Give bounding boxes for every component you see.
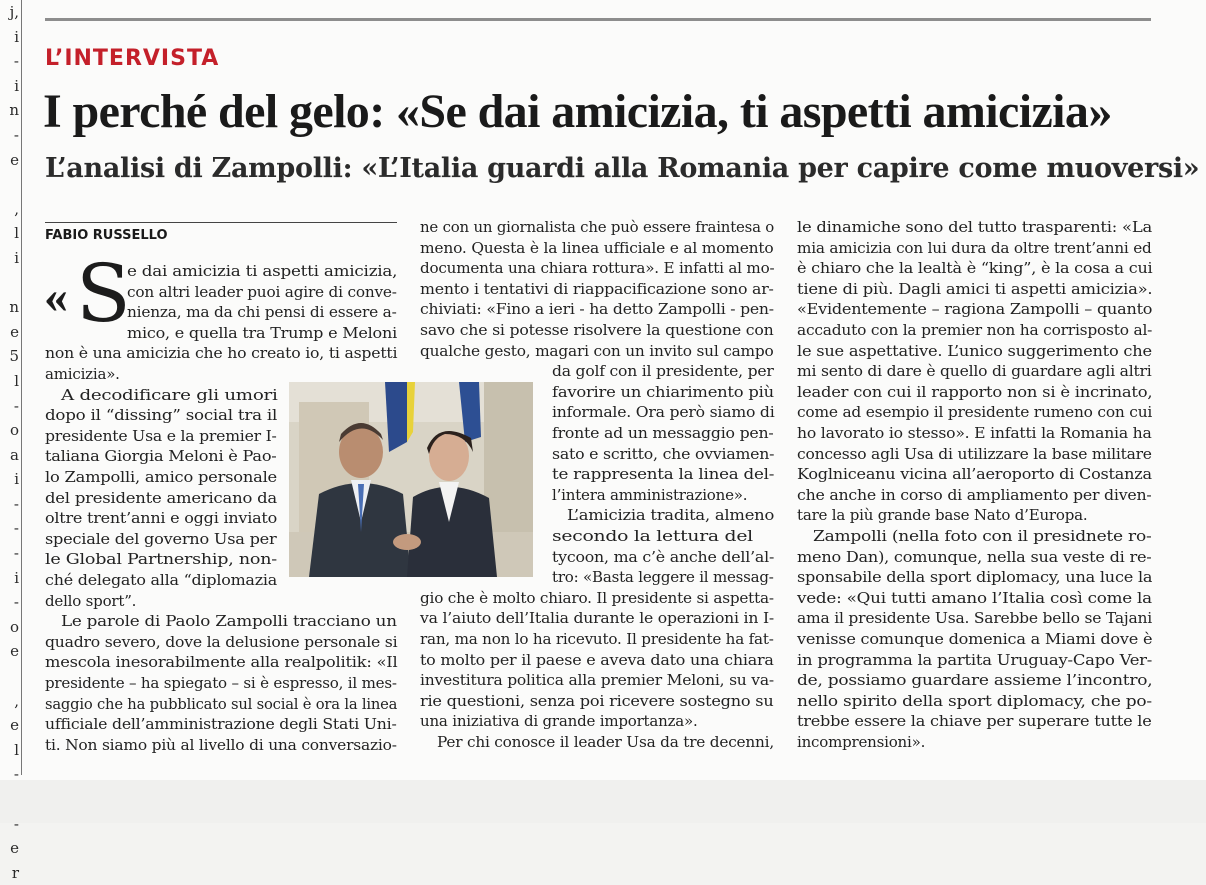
dropcap-letter: S	[76, 247, 131, 340]
article-text-line: e dai amicizia ti aspetti amicizia,	[127, 262, 398, 280]
article-text-line: ché delegato alla “diplomazia	[45, 571, 277, 589]
article-text-line: meno. Questa è la linea ufficiale e al momento	[420, 238, 774, 257]
article-text-line: mescola inesorabilmente alla realpolitik: «Il	[45, 653, 398, 672]
article-text-line: favorire un chiarimento più	[552, 382, 774, 401]
photo-two-men-handshake-portrait	[289, 382, 533, 577]
article-photo	[289, 382, 533, 577]
article-text-line: secondo la lettura del	[552, 527, 753, 545]
adjacent-column-fragment: i	[14, 27, 19, 46]
article-text-line: sato e scritto, che ovviamen-	[552, 444, 775, 463]
article-text-line: concesso agli Usa di utilizzare la base militare	[797, 444, 1152, 463]
article-text-line: dopo il “dissing” social tra il	[45, 406, 278, 425]
adjacent-column-fragment: -	[13, 544, 19, 563]
adjacent-column-fragment: e	[10, 642, 19, 661]
adjacent-column-fragment: l	[14, 371, 19, 390]
article-text-line: amicizia».	[45, 365, 120, 383]
article-text-line: rie questioni, senza poi ricevere sostegno su	[420, 691, 774, 710]
article-text-line: con altri leader puoi agire di conve-	[127, 282, 397, 301]
article-text-line: è chiaro che la lealtà è “king”, è la cosa a cui	[797, 259, 1153, 278]
article-text-line: quadro severo, dove la delusione personale si	[45, 632, 398, 651]
adjacent-column-fragment: i	[14, 470, 19, 489]
adjacent-column-fragment: ,	[14, 199, 19, 218]
section-kicker: L’INTERVISTA	[45, 46, 220, 71]
article-text-line: gio che è molto chiaro. Il presidente si aspetta-	[420, 588, 774, 607]
adjacent-column-fragment	[0, 664, 19, 689]
article-text-line: incomprensioni».	[797, 733, 926, 751]
article-text-line: presidente – ha spiegato – si è espresso, il mes-	[45, 674, 397, 692]
adjacent-column-fragment: i	[14, 248, 19, 267]
article-text-line: tycoon, ma c’è anche dell’al-	[552, 547, 775, 566]
article-text-line: Per chi conosce il leader Usa da tre decenni,	[437, 733, 774, 751]
adjacent-column-fragment: -	[13, 814, 19, 833]
author-byline: FABIO RUSSELLO	[45, 228, 168, 243]
adjacent-column-fragment: -	[13, 593, 19, 612]
article-text-line: trebbe essere la chiave per superare tutte le	[797, 712, 1152, 731]
article-text-line: Le parole di Paolo Zampolli tracciano un	[61, 612, 397, 631]
article-text-line: informale. Ora però siamo di	[552, 403, 775, 422]
article-text-line: nienza, ma da chi pensi di essere a-	[127, 303, 397, 322]
article-text-line: fronte ad un messaggio pen-	[552, 424, 774, 442]
article-text-line: leader con cui il rapporto non si è incrinato,	[797, 382, 1153, 401]
article-text-line: venisse comunque domenica a Miami dove è	[797, 630, 1153, 648]
article-text-line: le sue aspettative. L’unico suggerimento che	[797, 341, 1152, 360]
article-text-line: A decodificare gli umori	[61, 385, 278, 404]
adjacent-column-fragment: -	[13, 52, 19, 71]
adjacent-column-fragment: -	[13, 396, 19, 415]
article-text-line: accaduto con la premier non ha corrisposto al-	[797, 321, 1153, 339]
article-text-line: investitura politica alla premier Meloni, su va-	[420, 671, 774, 690]
article-text-line: da golf con il presidente, per	[552, 362, 774, 381]
adjacent-column-fragment: n	[9, 101, 19, 120]
article-text-line: «Evidentemente – ragiona Zampolli – quanto	[797, 300, 1153, 319]
article-text-line: taliana Giorgia Meloni è Pao-	[45, 447, 277, 466]
article-text-line: tiene di più. Dagli amici ti aspetti amicizia».	[797, 279, 1153, 298]
adjacent-column-fragment: o	[9, 617, 19, 636]
article-text-line: te rappresenta la linea del-	[552, 465, 775, 484]
article-text-line: l’intera amministrazione».	[552, 485, 748, 504]
article-text-line: come ad esempio il presidente rumeno con cui	[797, 403, 1153, 422]
article-text-line: to molto per il paese e aveva dato una chiara	[420, 650, 774, 669]
article-text-line: L’amicizia tradita, almeno	[567, 506, 775, 525]
adjacent-column-fragment: n	[9, 298, 19, 317]
article-text-line: ho lavorato io stesso». E infatti la Romania ha	[797, 424, 1152, 442]
adjacent-column-fragment: -	[13, 494, 19, 513]
article-text-line: chiviati: «Fino a ieri - ha detto Zampolli - pen-	[420, 300, 774, 319]
adjacent-column-fragment: i	[14, 568, 19, 587]
article-text-line: Zampolli (nella foto con il presidnete ro-	[813, 527, 1152, 545]
article-text-line: qualche gesto, magari con un invito sul campo	[420, 341, 774, 360]
article-text-line: tro: «Basta leggere il messag-	[552, 568, 774, 587]
adjacent-column-fragment	[0, 271, 19, 296]
adjacent-column-fragment: a	[10, 445, 19, 464]
adjacent-column-fragment: 5	[9, 347, 19, 366]
article-text-line: in programma la partita Uruguay-Capo Ver-	[797, 650, 1153, 669]
article-text-line: lo Zampolli, amico personale	[45, 468, 277, 486]
adjacent-column-fragment: o	[9, 421, 19, 440]
byline-rule	[45, 222, 397, 223]
adjacent-column-fragment: e	[10, 716, 19, 735]
adjacent-column-fragment: -	[13, 125, 19, 144]
article-text-line: che anche in corso di ampliamento per diven-	[797, 485, 1152, 504]
article-text-line: saggio che ha pubblicato sul social è ora la linea	[45, 694, 398, 713]
top-rule	[45, 18, 1151, 21]
article-text-line: ufficiale dell’amministrazione degli Stati Uni-	[45, 715, 397, 734]
adjacent-column-fragment: e	[10, 150, 19, 169]
article-text-line: ti. Non siamo più al livello di una conversazio-	[45, 735, 397, 754]
article-text-line: de, possiamo guardare assieme l’incontro,	[797, 671, 1153, 690]
dropcap-quote-mark: «	[44, 270, 68, 323]
article-text-line: nello spirito della sport diplomacy, che po-	[797, 691, 1152, 710]
article-text-line: mento i tentativi di riappacificazione sono ar-	[420, 279, 774, 298]
article-text-line: mico, e quella tra Trump e Meloni	[127, 323, 397, 342]
article-text-line: meno Dan), comunque, nella sua veste di re-	[797, 547, 1152, 566]
article-text-line: ne con un giornalista che può essere fraintesa o	[420, 218, 775, 236]
adjacent-column-fragment: r	[11, 863, 19, 882]
article-text-line: una iniziativa di grande importanza».	[420, 712, 698, 731]
article-subtitle: L’analisi di Zampolli: «L’Italia guardi alla Romania per capire come muoversi»	[45, 153, 1200, 184]
article-text-line: sponsabile della sport diplomacy, una luce la	[797, 568, 1153, 587]
adjacent-column-fragment: ,	[14, 691, 19, 710]
adjacent-column-fragment: i	[14, 76, 19, 95]
article-text-line: del presidente americano da	[45, 488, 277, 507]
adjacent-column-edge	[0, 0, 22, 882]
article-text-line: ran, ma non lo ha ricevuto. Il presidente ha fat-	[420, 630, 774, 648]
article-text-line: ama il presidente Usa. Sarebbe bello se Tajani	[797, 609, 1152, 628]
article-text-line: le dinamiche sono del tutto trasparenti: «La	[797, 218, 1152, 236]
adjacent-column-fragment: l	[14, 224, 19, 243]
adjacent-column-fragment: -	[13, 765, 19, 784]
article-text-line: speciale del governo Usa per	[45, 529, 277, 548]
article-text-line: savo che si potesse risolvere la questione con	[420, 321, 774, 339]
article-text-line: presidente Usa e la premier I-	[45, 426, 277, 445]
article-text-line: Koglniceanu vicina all’aeroporto di Costanza	[797, 465, 1152, 484]
article-text-line: documenta una chiara rottura». E infatti al mo-	[420, 259, 775, 278]
article-text-line: dello sport”.	[45, 591, 137, 610]
adjacent-column-fragment: e	[10, 839, 19, 858]
article-text-line: le Global Partnership, non-	[45, 550, 277, 569]
article-text-line: oltre trent’anni e oggi inviato	[45, 509, 278, 528]
article-text-line: mi sento di dare è quello di guardare agli altri	[797, 362, 1152, 381]
article-text-line: vede: «Qui tutti amano l’Italia così come la	[797, 588, 1152, 607]
adjacent-column-fragment	[0, 787, 19, 812]
article-text-line: mia amicizia con lui dura da oltre trent’anni ed	[797, 238, 1152, 257]
adjacent-column-fragment: e	[10, 322, 19, 341]
article-text-line: va l’aiuto dell’Italia durante le operazioni in I-	[420, 609, 774, 628]
adjacent-column-fragment: l	[14, 740, 19, 759]
article-text-line: tare la più grande base Nato d’Europa.	[797, 506, 1088, 525]
adjacent-column-fragment	[0, 172, 19, 197]
adjacent-column-fragment: j,	[9, 3, 19, 21]
article-text-line: non è una amicizia che ho creato io, ti aspetti	[45, 344, 398, 363]
page-bottom-margin	[0, 780, 1206, 823]
article-headline: I perché del gelo: «Se dai amicizia, ti aspetti amicizia»	[43, 85, 1112, 138]
adjacent-column-fragment: -	[13, 519, 19, 538]
